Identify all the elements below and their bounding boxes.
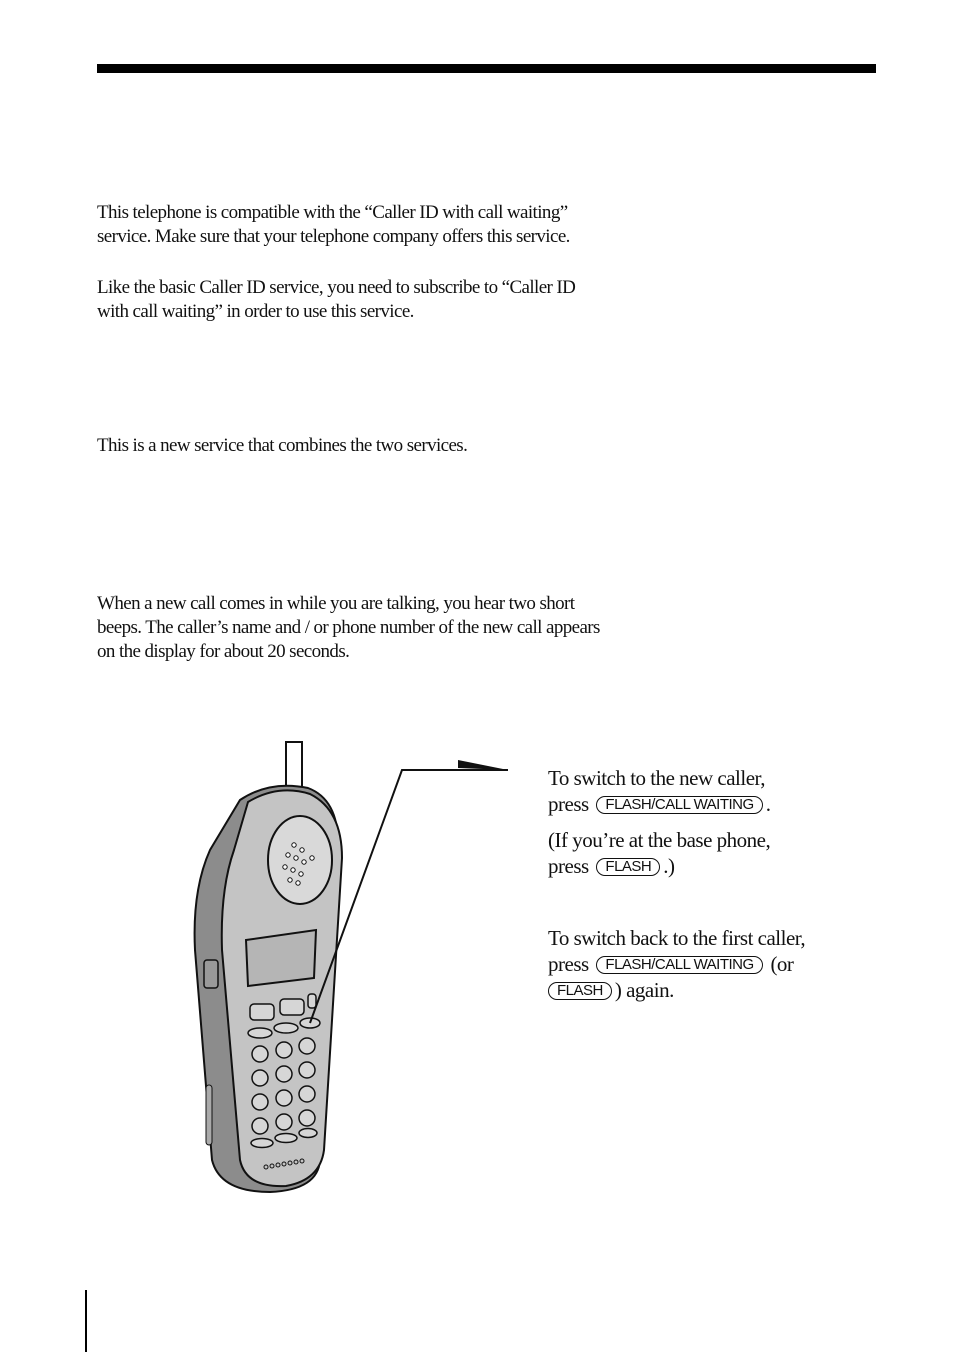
press-text: press xyxy=(548,792,589,816)
side-switch xyxy=(204,960,218,988)
switch-new-caller-instruction xyxy=(548,765,888,817)
instruction-end: .) xyxy=(663,854,675,878)
text-line: When a new call comes in while you are talking, you hear two short xyxy=(97,593,575,614)
header-rule xyxy=(97,64,876,73)
instruction-end: . xyxy=(765,792,771,816)
text-line: service. Make sure that your telephone company offers this service. xyxy=(97,226,570,247)
text-line: This telephone is compatible with the “Caller ID with call waiting” xyxy=(97,202,568,223)
text-line: Like the basic Caller ID service, you need to subscribe to “Caller ID xyxy=(97,277,576,298)
flash-key: FLASH xyxy=(548,982,612,1000)
press-text: press xyxy=(548,952,589,976)
service-paragraph xyxy=(97,434,707,458)
press-text: press xyxy=(548,854,589,878)
instruction-line: (If you’re at the base phone, xyxy=(548,828,771,852)
instruction-line: To switch to the new caller, xyxy=(548,766,765,790)
flash-key: FLASH xyxy=(596,858,660,876)
text-line: on the display for about 20 seconds. xyxy=(97,641,350,662)
text-line: beeps. The caller’s name and / or phone number of the new call appears xyxy=(97,617,600,638)
handset-illustration xyxy=(190,740,520,1200)
instruction-line: To switch back to the first caller, xyxy=(548,926,806,950)
or-text: (or xyxy=(770,952,794,976)
text-line: with call waiting” in order to use this service. xyxy=(97,301,414,322)
instruction-end: ) again. xyxy=(614,978,674,1002)
intro-paragraph-2 xyxy=(97,276,707,324)
margin-rule xyxy=(85,1290,87,1352)
switch-back-instruction xyxy=(548,925,888,1003)
callout-arrowhead xyxy=(458,760,508,770)
display-screen xyxy=(246,930,316,986)
text-line: This is a new service that combines the two services. xyxy=(97,435,468,456)
side-groove xyxy=(206,1085,212,1145)
base-phone-instruction xyxy=(548,827,888,879)
earpiece xyxy=(268,816,332,904)
flash-call-waiting-key: FLASH/CALL WAITING xyxy=(596,956,762,974)
how-it-works-paragraph xyxy=(97,592,707,664)
antenna xyxy=(286,742,302,790)
intro-paragraph-1 xyxy=(97,201,707,249)
flash-call-waiting-key: FLASH/CALL WAITING xyxy=(596,796,762,814)
